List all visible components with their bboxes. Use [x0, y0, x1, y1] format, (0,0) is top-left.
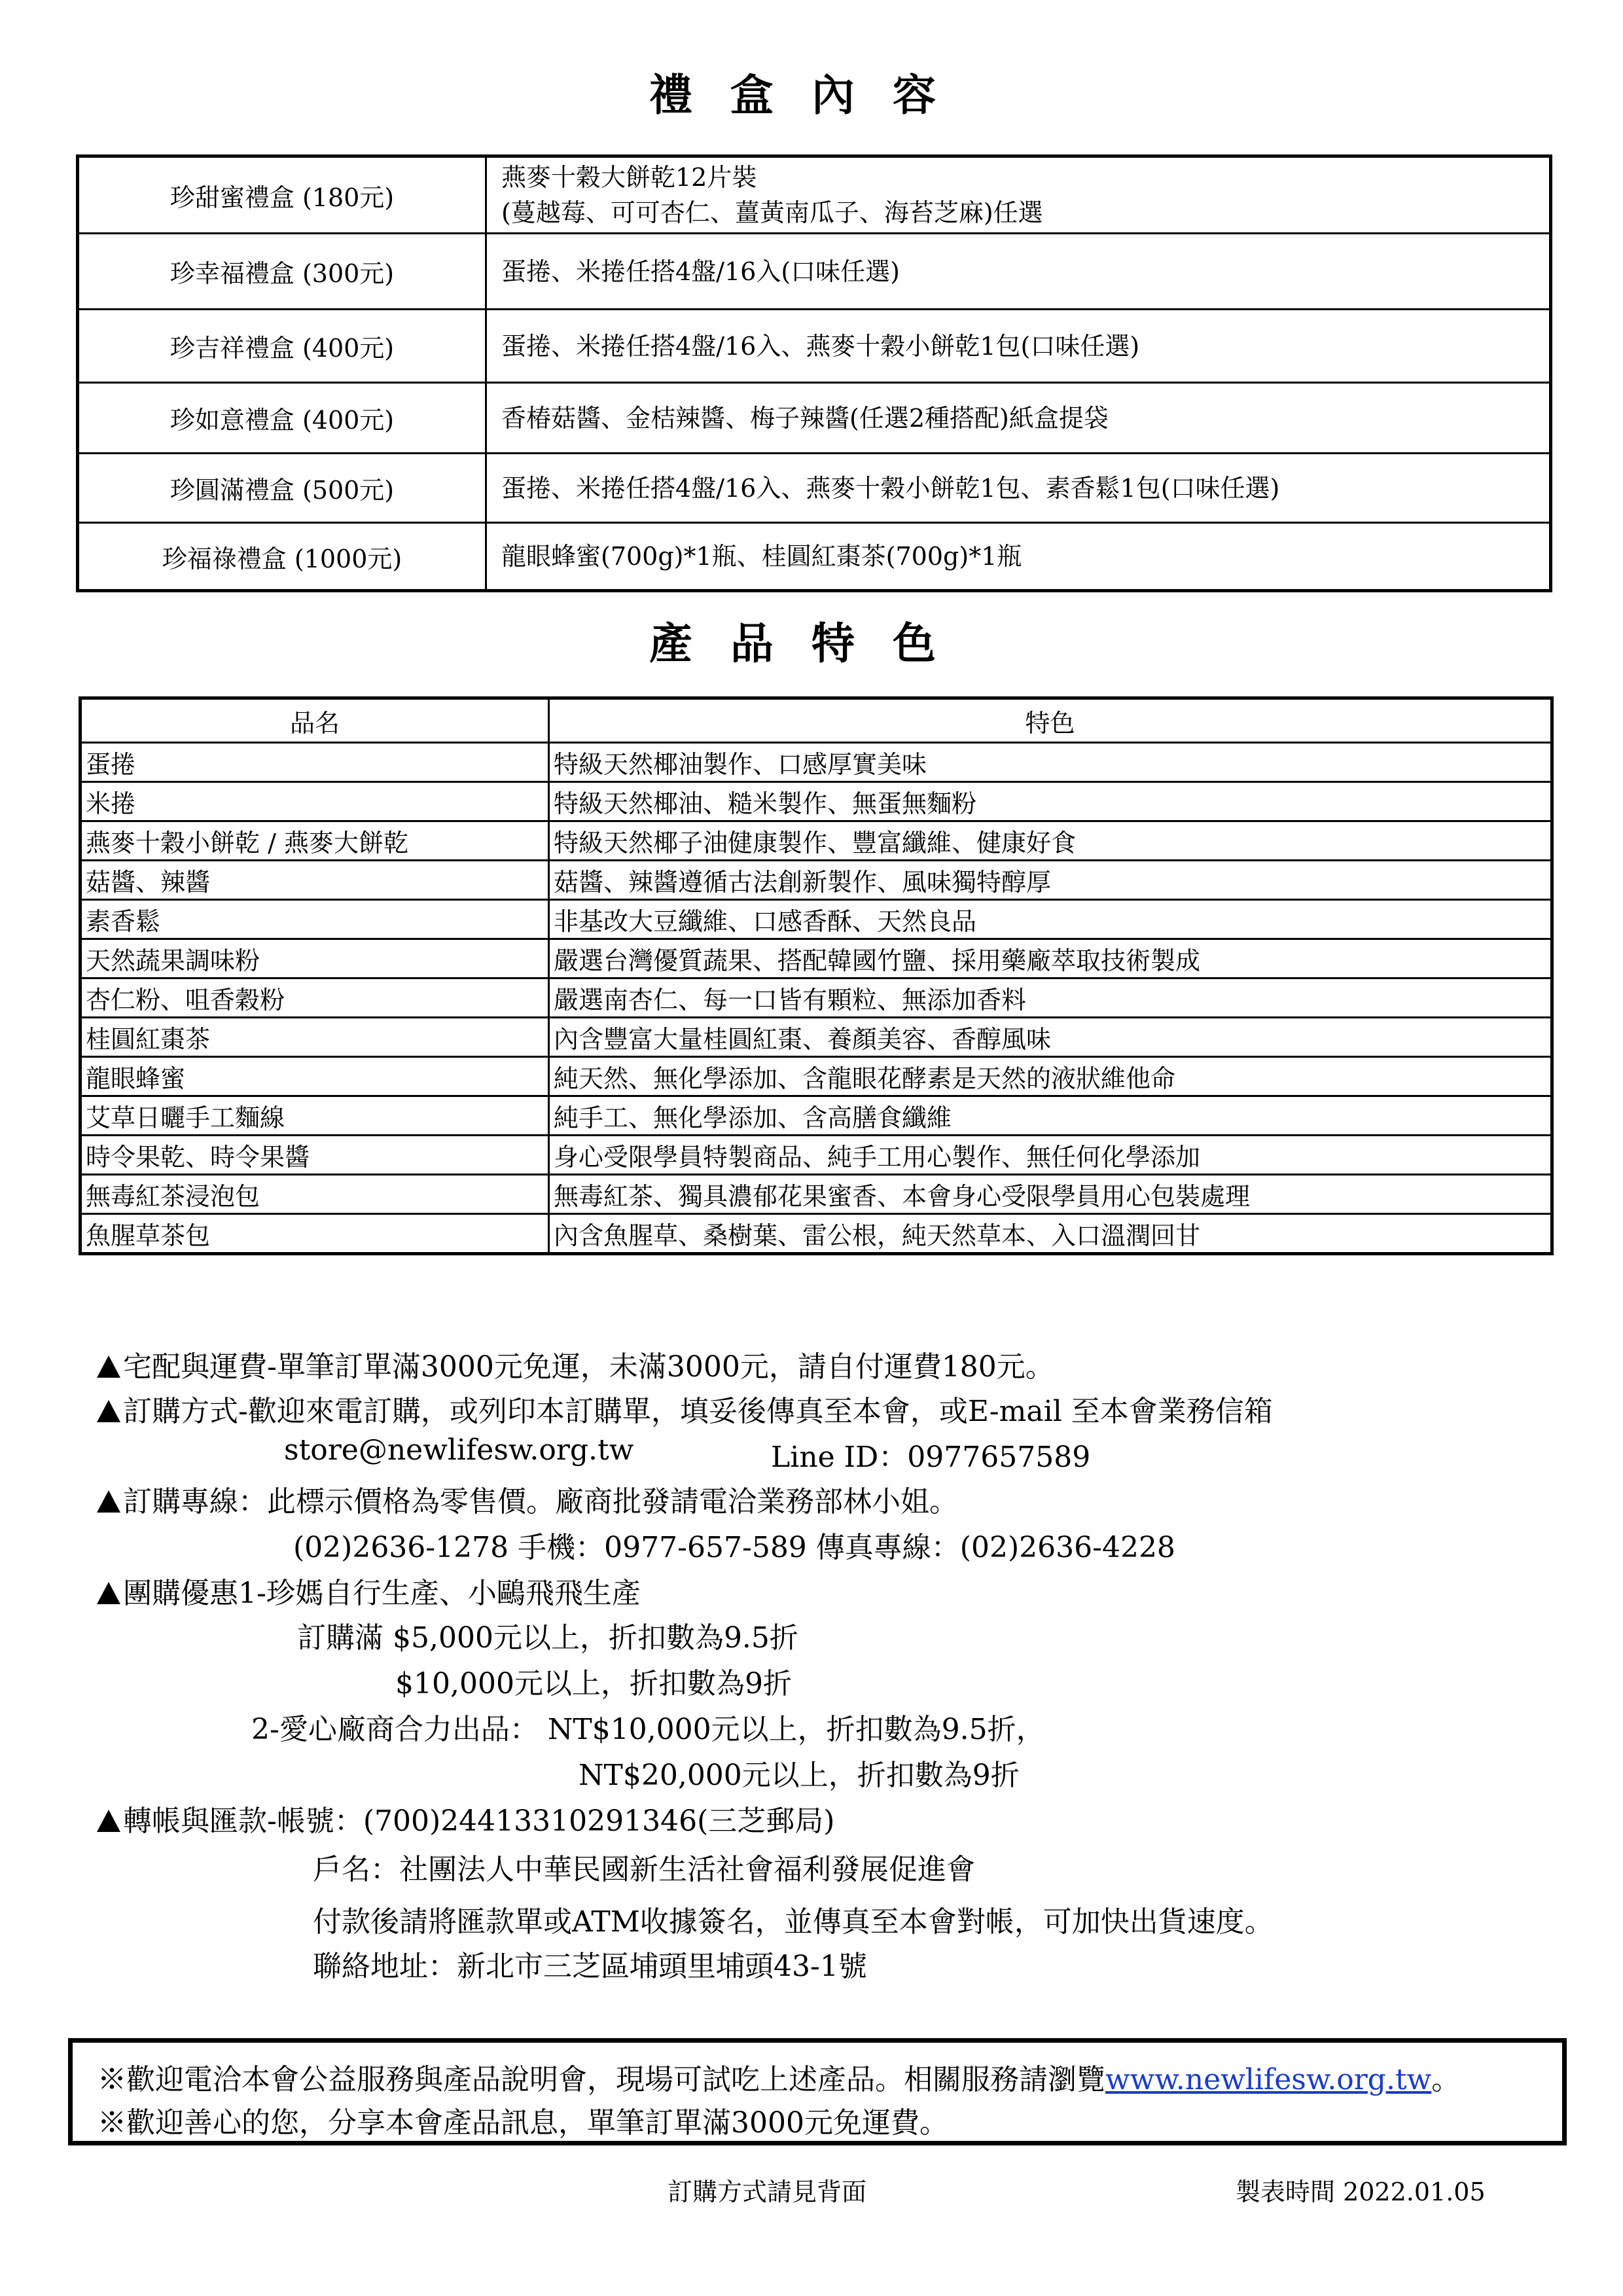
column-header-name: 品名	[80, 698, 549, 743]
gift-box-desc-line: 蛋捲、米捲任搭4盤/16入、燕麥十穀小餅乾1包(口味任選)	[501, 331, 1140, 361]
gift-box-desc	[486, 234, 1551, 310]
product-name-cell: 魚腥草茶包	[80, 1214, 549, 1254]
note-group-buy	[97, 1570, 641, 1611]
website-link[interactable]: www.newlifesw.org.tw	[1105, 2063, 1432, 2096]
note-transfer	[97, 1797, 834, 1839]
gift-box-desc-line: 蛋捲、米捲任搭4盤/16入、燕麥十穀小餅乾1包、素香鬆1包(口味任選)	[501, 473, 1280, 503]
table-row	[80, 939, 1552, 978]
contact-line-id: Line ID：0977657589	[771, 1441, 1091, 1474]
table-row	[78, 310, 1551, 383]
product-name-cell: 蛋捲	[80, 743, 549, 782]
gift-box-name: 珍幸福禮盒 (300元)	[78, 234, 486, 310]
table-row	[80, 1136, 1552, 1175]
group-discount-line: 2-愛心廠商合力出品： NT$10,000元以上，折扣數為9.5折，	[251, 1713, 1045, 1746]
gift-box-name: 珍吉祥禮盒 (400元)	[78, 310, 486, 383]
table-row	[80, 978, 1552, 1018]
product-feature-cell: 純天然、無化學添加、含龍眼花酵素是天然的液狀維他命	[549, 1057, 1552, 1096]
note-hotline	[97, 1478, 958, 1520]
group-discount-line: NT$20,000元以上，折扣數為9折	[579, 1759, 1020, 1792]
product-feature-cell: 嚴選台灣優質蔬果、搭配韓國竹鹽、採用藥廠萃取技術製成	[549, 939, 1552, 978]
triangle-bullet-icon	[97, 1355, 120, 1378]
notice-box	[68, 2038, 1567, 2145]
contact-phones: (02)2636-1278 手機：0977-657-589 傳真專線：(02)2636-4228	[293, 1531, 1175, 1564]
product-features-table	[79, 696, 1554, 1255]
table-row	[80, 743, 1552, 782]
contact-email: store@newlifesw.org.tw	[284, 1433, 634, 1467]
gift-box-table	[76, 154, 1552, 592]
gift-box-name: 珍福祿禮盒 (1000元)	[78, 523, 486, 591]
notice-line: ※歡迎善心的您，分享本會產品訊息，單筆訂單滿3000元免運費。	[98, 2106, 948, 2140]
product-feature-cell: 特級天然椰子油健康製作、豐富纖維、健康好食	[549, 821, 1552, 861]
product-name-cell: 無毒紅茶浸泡包	[80, 1175, 549, 1214]
gift-box-desc-line: 燕麥十穀大餅乾12片裝	[501, 163, 757, 192]
product-feature-cell: 內含魚腥草、桑樹葉、雷公根，純天然草本、入口溫潤回甘	[549, 1214, 1552, 1254]
triangle-bullet-icon	[97, 1400, 120, 1422]
triangle-bullet-icon	[97, 1810, 120, 1832]
product-feature-cell: 純手工、無化學添加、含高膳食纖維	[549, 1096, 1552, 1136]
product-name-cell: 艾草日曬手工麵線	[80, 1096, 549, 1136]
group-discount-line: $10,000元以上，折扣數為9折	[395, 1667, 792, 1700]
table-row	[80, 900, 1552, 939]
gift-box-desc	[486, 310, 1551, 383]
gift-box-desc	[486, 383, 1551, 454]
table-row	[80, 861, 1552, 900]
gift-box-desc-line: 香椿菇醬、金桔辣醬、梅子辣醬(任選2種搭配)紙盒提袋	[501, 403, 1109, 433]
table-row	[80, 1057, 1552, 1096]
column-header-feature: 特色	[549, 698, 1552, 743]
notice-text: ※歡迎電洽本會公益服務與產品說明會，現場可試吃上述產品。相關服務請瀏覽	[98, 2063, 1105, 2096]
contact-address: 聯絡地址：新北市三芝區埔頭里埔頭43-1號	[313, 1950, 867, 1983]
table-row	[80, 1018, 1552, 1057]
table-row	[78, 383, 1551, 454]
gift-box-desc-line: 龍眼蜂蜜(700g)*1瓶、桂圓紅棗茶(700g)*1瓶	[501, 542, 1022, 571]
gift-box-desc	[486, 454, 1551, 523]
triangle-bullet-icon	[97, 1582, 120, 1604]
gift-box-desc	[486, 156, 1551, 234]
product-feature-cell: 嚴選南杏仁、每一口皆有顆粒、無添加香料	[549, 978, 1552, 1018]
product-feature-cell: 特級天然椰油製作、口感厚實美味	[549, 743, 1552, 782]
table-header-row	[80, 698, 1552, 743]
table-row	[80, 782, 1552, 821]
features-table-body	[80, 743, 1552, 1254]
table-row	[78, 454, 1551, 523]
product-feature-cell: 菇醬、辣醬遵循古法創新製作、風味獨特醇厚	[549, 861, 1552, 900]
triangle-bullet-icon	[97, 1490, 120, 1513]
gift-box-name: 珍圓滿禮盒 (500元)	[78, 454, 486, 523]
gift-box-title: 禮盒內容	[649, 69, 974, 120]
product-features-title: 產品特色	[649, 618, 974, 669]
table-row	[80, 1096, 1552, 1136]
product-name-cell: 杏仁粉、咀香穀粉	[80, 978, 549, 1018]
product-name-cell: 時令果乾、時令果醬	[80, 1136, 549, 1175]
product-name-cell: 燕麥十穀小餅乾 / 燕麥大餅乾	[80, 821, 549, 861]
gift-box-desc-line: (蔓越莓、可可杏仁、薑黃南瓜子、海苔芝麻)任選	[501, 198, 1043, 227]
note-text: 訂購方式-歡迎來電訂購，或列印本訂購單，填妥後傳真至本會，或E-mail 至本會業務信箱	[123, 1395, 1273, 1428]
gift-box-name: 珍甜蜜禮盒 (180元)	[78, 156, 486, 234]
product-feature-cell: 內含豐富大量桂圓紅棗、養顏美容、香醇風味	[549, 1018, 1552, 1057]
note-text: 轉帳與匯款-帳號：(700)24413310291346(三芝郵局)	[123, 1804, 835, 1838]
product-feature-cell: 特級天然椰油、糙米製作、無蛋無麵粉	[549, 782, 1552, 821]
payment-note: 付款後請將匯款單或ATM收據簽名，並傳真至本會對帳，可加快出貨速度。	[313, 1905, 1274, 1939]
product-feature-cell: 非基改大豆纖維、口感香酥、天然良品	[549, 900, 1552, 939]
notice-text: 。	[1431, 2063, 1461, 2096]
product-name-cell: 龍眼蜂蜜	[80, 1057, 549, 1096]
table-row	[80, 1175, 1552, 1214]
product-name-cell: 菇醬、辣醬	[80, 861, 549, 900]
gift-box-desc	[486, 523, 1551, 591]
product-name-cell: 桂圓紅棗茶	[80, 1018, 549, 1057]
product-feature-cell: 無毒紅茶、獨具濃郁花果蜜香、本會身心受限學員用心包裝處理	[549, 1175, 1552, 1214]
note-text: 訂購專線：此標示價格為零售價。廠商批發請電洽業務部林小姐。	[123, 1485, 958, 1518]
table-row	[78, 234, 1551, 310]
product-name-cell: 米捲	[80, 782, 549, 821]
table-row	[80, 821, 1552, 861]
notice-line	[98, 2056, 1460, 2098]
table-row	[78, 523, 1551, 591]
footer-order-note: 訂購方式請見背面	[668, 2178, 867, 2206]
product-feature-cell: 身心受限學員特製商品、純手工用心製作、無任何化學添加	[549, 1136, 1552, 1175]
gift-box-name: 珍如意禮盒 (400元)	[78, 383, 486, 454]
table-row	[78, 156, 1551, 234]
product-name-cell: 天然蔬果調味粉	[80, 939, 549, 978]
note-shipping	[97, 1343, 1054, 1385]
note-order-method	[97, 1388, 1273, 1429]
account-name: 戶名：社團法人中華民國新生活社會福利發展促進會	[313, 1853, 975, 1886]
gift-box-desc-line: 蛋捲、米捲任搭4盤/16入(口味任選)	[501, 257, 900, 286]
note-text: 團購優惠1-珍媽自行生產、小鷗飛飛生產	[123, 1577, 641, 1610]
group-discount-line: 訂購滿 $5,000元以上，折扣數為9.5折	[297, 1621, 798, 1655]
product-name-cell: 素香鬆	[80, 900, 549, 939]
table-row	[80, 1214, 1552, 1254]
note-text: 宅配與運費-單筆訂單滿3000元免運，未滿3000元，請自付運費180元。	[123, 1350, 1054, 1384]
footer-date: 製表時間 2022.01.05	[1236, 2178, 1486, 2206]
